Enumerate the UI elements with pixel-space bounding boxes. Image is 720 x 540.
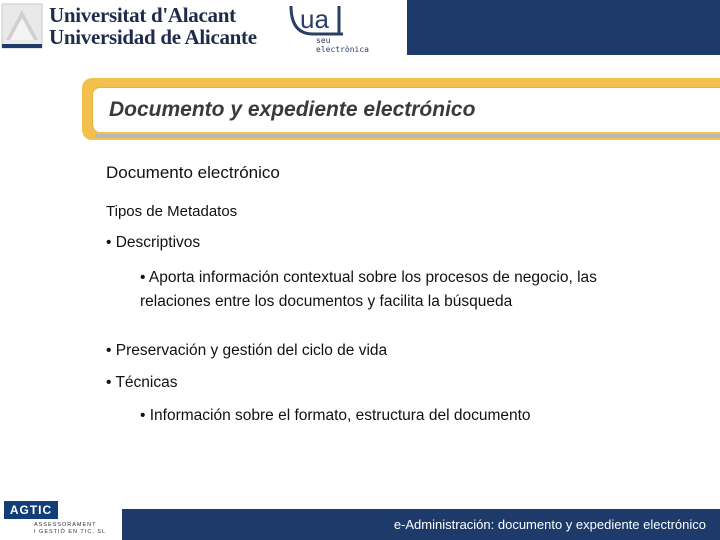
footer-bar — [122, 509, 720, 540]
university-name-line1: Universitat d'Alacant — [49, 3, 236, 27]
university-name-line2: Universidad de Alicante — [49, 25, 257, 49]
header-blue-block — [407, 0, 720, 55]
title-shadow — [95, 134, 720, 138]
header — [0, 0, 720, 56]
section-heading: Documento electrónico — [106, 163, 280, 182]
footer-caption: e-Administración: documento y expediente electrónico — [393, 517, 706, 532]
bullet-descriptivos: • Descriptivos — [106, 234, 201, 251]
seu-label — [316, 36, 369, 54]
bullet-preservacion: • Preservación y gestión del ciclo de vida — [106, 342, 388, 359]
agtic-subtitle-line1: ASSESSORAMENT — [34, 522, 97, 528]
university-name — [49, 4, 257, 48]
sub-bullet-tecnicas: • Información sobre el formato, estructura del documento — [140, 407, 531, 424]
seu-abbr: ua — [300, 4, 329, 34]
agtic-subtitle-line2: I GESTIÓ EN TIC, SL — [34, 529, 107, 535]
agtic-subtitle — [34, 522, 106, 536]
bullet-tecnicas: • Técnicas — [106, 374, 178, 391]
seu-label-line2: electrònica — [316, 45, 369, 54]
sub-bullet-descriptivos: • Aporta información contextual sobre los procesos de negocio, las relaciones entre los documentos y facilita la búsqueda — [140, 269, 597, 310]
subsection-heading: Tipos de Metadatos — [106, 203, 238, 220]
seu-label-line1: seu — [316, 36, 331, 45]
agtic-logo: AGTIC — [4, 501, 58, 519]
slide-title: Documento y expediente electrónico — [109, 98, 476, 121]
